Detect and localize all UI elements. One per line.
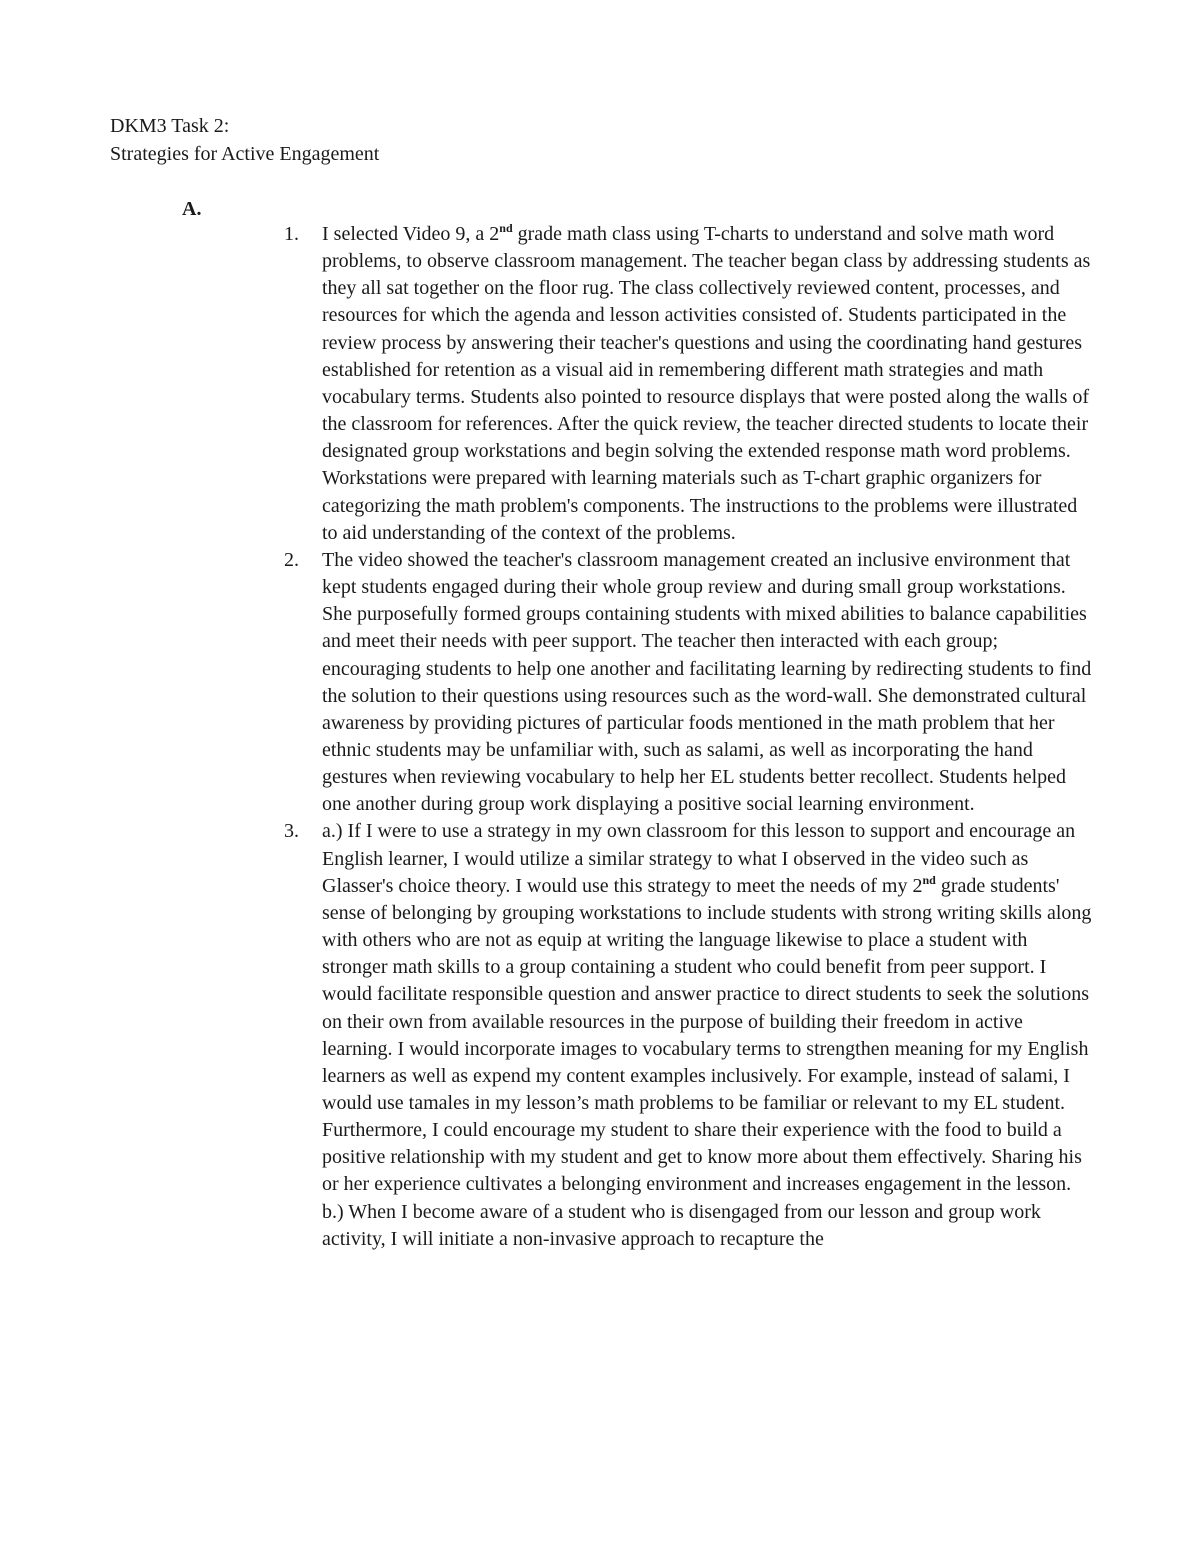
item-number: 1. [284,223,299,245]
item-number: 3. [284,820,299,843]
list-item-2 [284,547,1097,819]
list-item-1 [284,221,1097,547]
title-line-2: Strategies for Active Engagement [110,143,380,165]
item-paragraph-part-a [322,818,1097,1198]
numbered-list [284,221,1097,1253]
item-text-before-superscript: I selected Video 9, a 2 [322,223,500,245]
item-paragraph: The video showed the teacher's classroom management created an inclusive environment that kept students engaged during their whole group review and during small group workstations. She purposefully formed groups containing students with mixed abilities to balance capabilities and meet their needs with peer support. The teacher then interacted with each group; encouraging students to help one another and facilitating learning by redirecting students to find the solution to their questions using resources such as the word-wall. She demonstrated cultural awareness by providing pictures of particular foods mentioned in the math problem that her ethnic students may be unfamiliar with, such as salami, as well as incorporating the hand gestures when reviewing vocabulary to help her EL students better recollect. Students helped one another during group work displaying a positive social learning environment. [322,548,1092,816]
ordinal-superscript: nd [922,872,936,887]
item-paragraph [322,221,1097,547]
ordinal-superscript: nd [499,221,513,235]
document-title [110,112,379,168]
item-number: 2. [284,548,299,571]
list-item-3 [284,818,1097,1253]
item-text-after-superscript: grade math class using T-charts to understand and solve math word problems, to observe classroom management. The teacher began class by addressing students as they all sat together on the floor rug. The class collectively reviewed content, processes, and resources for which the agenda and lesson activities consisted of. Students participated in the review process by answering their teacher's questions and using the coordinating hand gestures established for retention as a visual aid in remembering different math strategies and math vocabulary terms. Students also pointed to resource displays that were posted along the walls of the classroom for references. After the quick review, the teacher directed students to locate their designated group workstations and begin solving the extended response math word problems. Workstations were prepared with learning materials such as T-chart graphic organizers for categorizing the math problem's components. The instructions to the problems were illustrated to aid understanding of the context of the problems. [322,223,1091,544]
item-paragraph-part-b: b.) When I become aware of a student who is disengaged from our lesson and group work activity, I will initiate a non-invasive approach to recapture the [322,1200,1041,1250]
section-label: A. [182,198,202,220]
title-line-1: DKM3 Task 2: [110,115,230,137]
item-text-before-superscript: a.) If I were to use a strategy in my own classroom for this lesson to support and encourage an English learner, I would utilize a similar strategy to what I observed in the video such as Glasser's choice theory. I would use this strategy to meet the needs of my 2 [322,820,1076,897]
item-text-after-superscript: grade students' sense of belonging by grouping workstations to include students with strong writing skills along with others who are not as equip at writing the language likewise to place a student with stronger math skills to a group containing a student who could benefit from peer support. I would facilitate responsible question and answer practice to direct students to seek the solutions on their own from available resources in the purpose of building their freedom in active learning. I would incorporate images to vocabulary terms to strengthen meaning for my English learners as well as expend my content examples inclusively. For example, instead of salami, I would use tamales in my lesson’s math problems to be familiar or relevant to my EL student. Furthermore, I could encourage my student to share their experience with the food to build a positive relationship with my student and get to know more about them effectively. Sharing his or her experience cultivates a belonging environment and increases engagement in the lesson. [322,874,1092,1196]
